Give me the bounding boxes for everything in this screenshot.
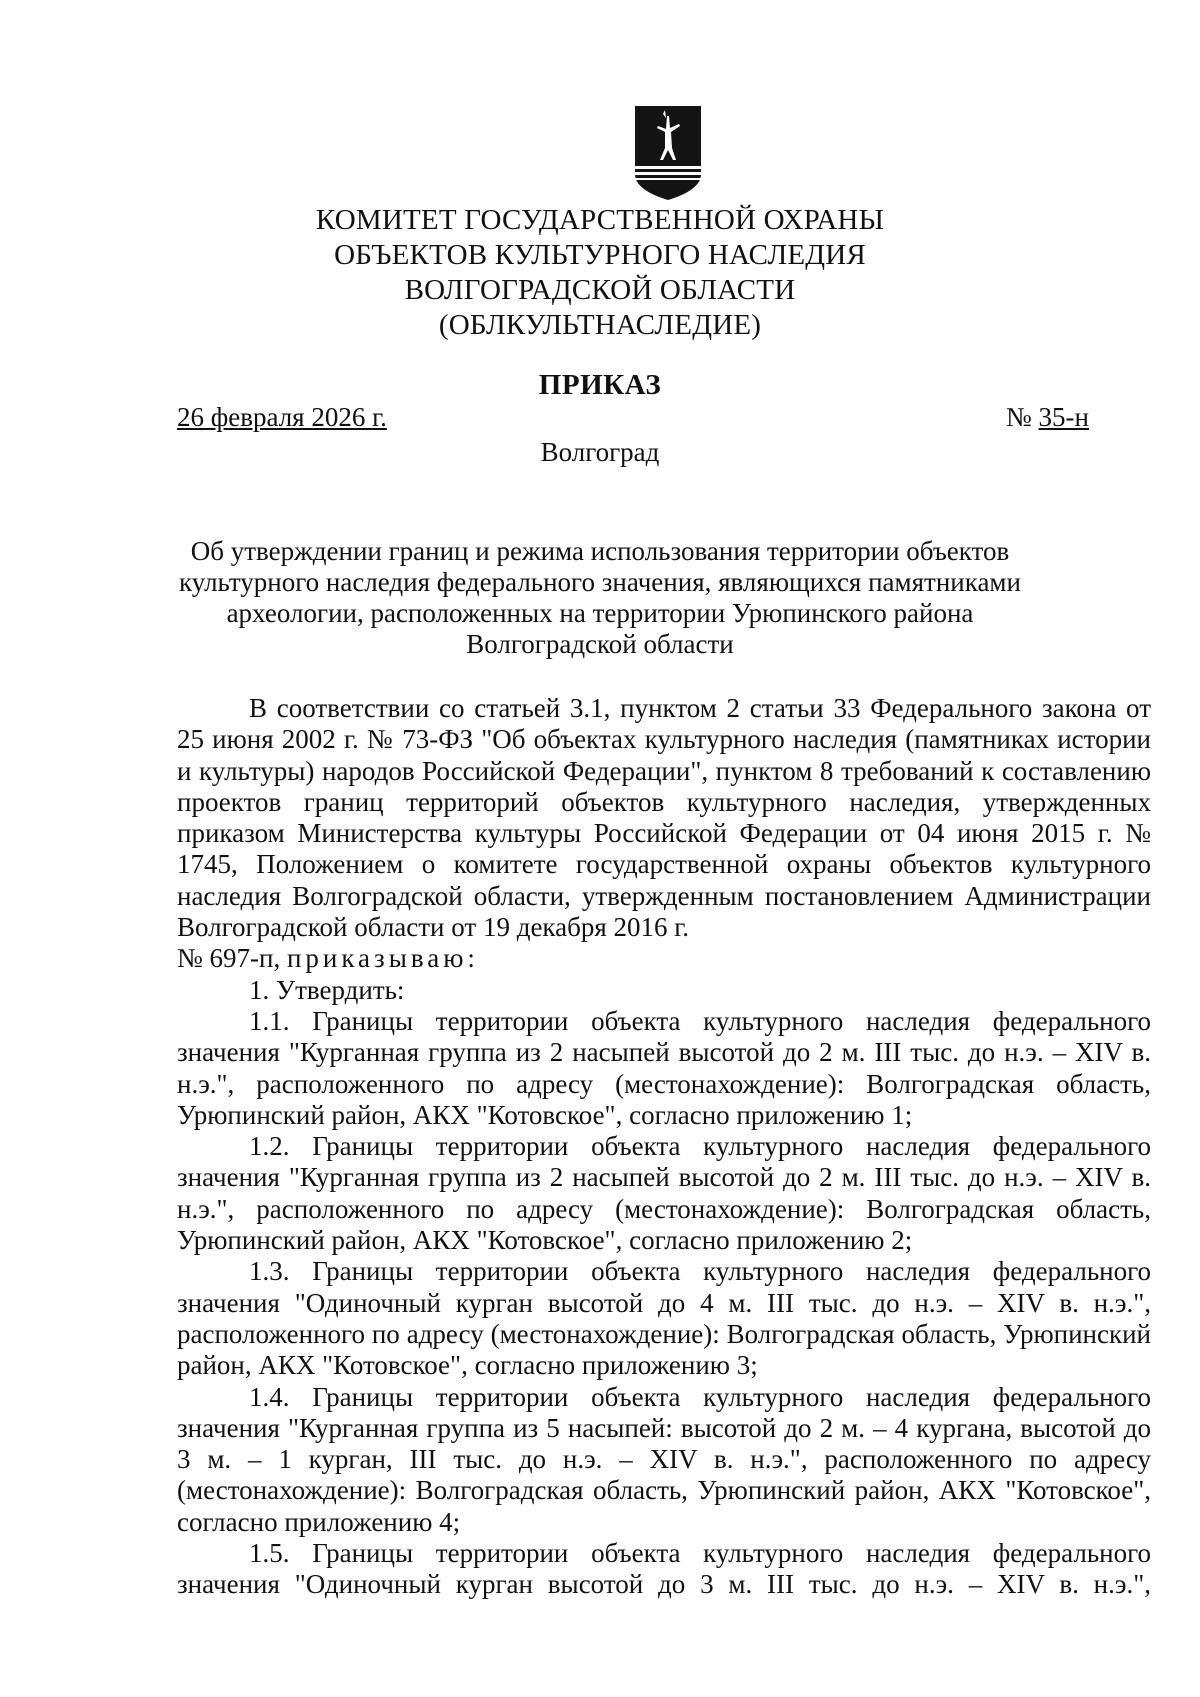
order-date: 26 февраля 2026 г. [177,402,387,432]
order-number-value: 35-н [1038,402,1089,432]
item-1-1: 1.1. Границы территории объекта культурного наследия федерального значения "Курганная группа из 2 насыпей высотой до 2 м. III тыс. до н.э. – XIV в. н.э.", расположенного по адресу (местонахождение): Волгоградская область, Урюпинский район, АКХ "Котовское", согласно приложению 1; [177,1005,1151,1130]
org-line: КОМИТЕТ ГОСУДАРСТВЕННОЙ ОХРАНЫ [315,204,885,236]
order-number [1006,402,1089,433]
subject-line: культурного наследия федерального значения, являющихся памятниками [179,567,1021,597]
order-word: приказываю: [286,943,479,974]
order-number-prefix: № [1006,402,1039,432]
item-1-2: 1.2. Границы территории объекта культурного наследия федерального значения "Курганная группа из 2 насыпей высотой до 2 м. III тыс. до н.э. – XIV в. н.э.", расположенного по адресу (местонахождение): Волгоградская область, Урюпинский район, АКХ "Котовское", согласно приложению 2; [177,1131,1151,1256]
order-body [177,693,1151,1601]
item-1-3: 1.3. Границы территории объекта культурного наследия федерального значения "Одиночный курган высотой до 4 м. III тыс. до н.э. – XIV в. н.э.", расположенного по адресу (местонахождение): Волгоградская область, Урюпинский район, АКХ "Котовское", согласно приложению 3; [177,1256,1151,1381]
item-1-4: 1.4. Границы территории объекта культурного наследия федерального значения "Курганная группа из 5 насыпей: высотой до 2 м. – 4 кургана, высотой до 3 м. – 1 курган, III тыс. до н.э. – XIV в. н.э.", расположенного по адресу (местонахождение): Волгоградская область, Урюпинский район, АКХ "Котовское", согласно приложению 4; [177,1381,1151,1537]
organization-name [0,203,1200,343]
subject-line: Волгоградской области [466,629,734,659]
preamble-paragraph: В соответствии со статьей 3.1, пунктом 2 статьи 33 Федерального закона от 25 июня 2002 г. № 73-ФЗ "Об объектах культурного наследия (памятниках истории и культуры) народов Российской Федерации", пунктом 8 требований к составлению проектов границ территорий объектов культурного наследия, утвержденных приказом Министерства культуры Российской Федерации от 04 июня 2015 г. № 1745, Положением о комитете государственной охраны объектов культурного наследия Волгоградской области, утвержденным постановлением Администрации Волгоградской области от 19 декабря 2016 г. [177,693,1151,943]
item-1: 1. Утвердить: [249,974,405,1005]
order-ref: № 697-п, [177,943,281,974]
org-line: (ОБЛКУЛЬТНАСЛЕДИЕ) [438,309,762,341]
document-type-title: ПРИКАЗ [538,369,662,401]
order-subject [0,536,1200,660]
subject-line: Об утверждении границ и режима использования территории объектов [190,536,1010,566]
coat-of-arms-emblem [627,104,709,202]
org-line: ОБЪЕКТОВ КУЛЬТУРНОГО НАСЛЕДИЯ [334,239,866,271]
item-1-5: 1.5. Границы территории объекта культурного наследия федерального значения "Одиночный курган высотой до 3 м. III тыс. до н.э. – XIV в. н.э.", [177,1538,1151,1600]
subject-line: археологии, расположенных на территории Урюпинского района [226,598,974,628]
order-clause [177,943,1151,974]
org-line: ВОЛГОГРАДСКОЙ ОБЛАСТИ [404,274,796,306]
order-city: Волгоград [540,437,660,467]
